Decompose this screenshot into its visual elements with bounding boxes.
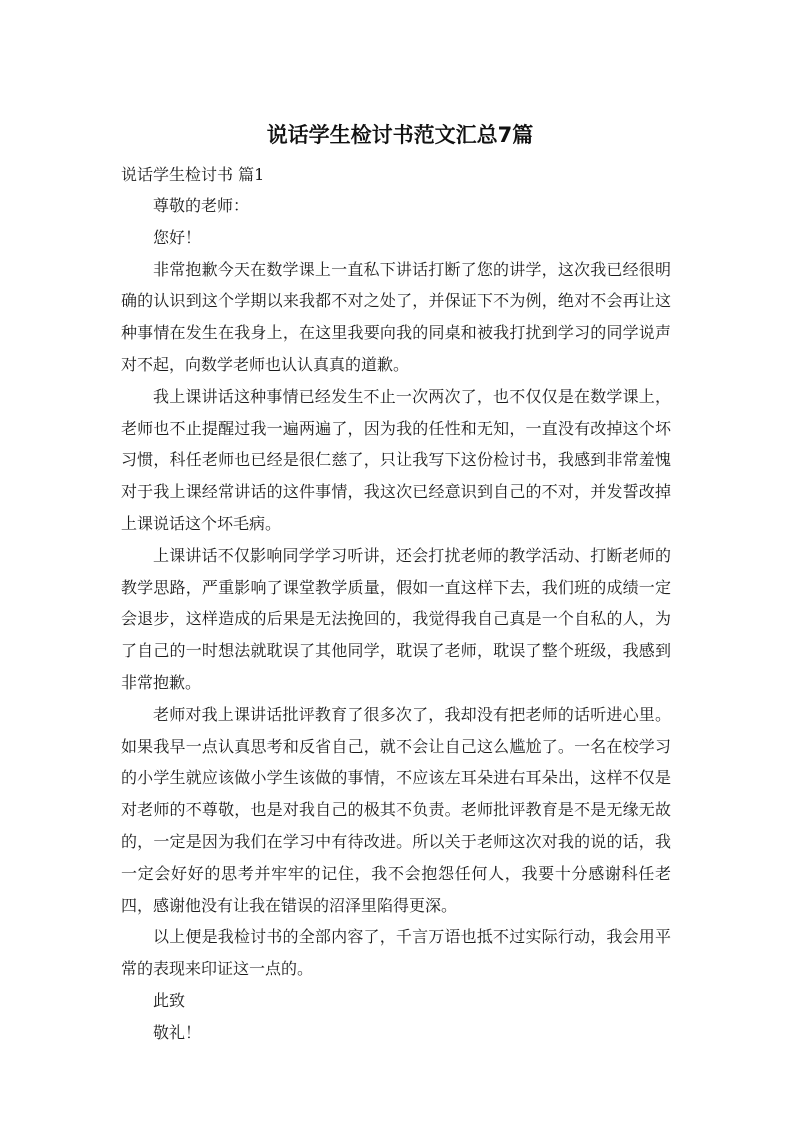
closing-line: 此致 (153, 990, 186, 1010)
section-heading: 说话学生检讨书 篇1 (121, 165, 265, 184)
body-paragraph: 非常抱歉今天在数学课上一直私下讲话打断了您的讲学，这次我已经很明确的认识到这个学期以来我都不对之处了，并保证下不为例，绝对不会再让这种事情在发生在我身上，在这里我要向我的同桌和被我打扰到学习的同学说声对不起，向数学老师也认认真真的道歉。 (121, 259, 671, 374)
body-paragraph: 老师对我上课讲话批评教育了很多次了，我却没有把老师的话听进心里。如果我早一点认真思考和反省自己，就不会让自己这么尴尬了。一名在校学习的小学生就应该做小学生该做的事情，不应该左耳朵进右耳朵出，这样不仅是对老师的不尊敬，也是对我自己的极其不负责。老师批评教育是不是无缘无故的，一定是因为我们在学习中有待改进。所以关于老师这次对我的说的话，我一定会好好的思考并牢牢的记住，我不会抱怨任何人，我要十分感谢科任老四，感谢他没有让我在错误的沼泽里陷得更深。 (121, 704, 671, 915)
body-paragraph: 以上便是我检讨书的全部内容了，千言万语也抵不过实际行动，我会用平常的表现来印证这一点的。 (121, 927, 671, 979)
document-title: 说话学生检讨书范文汇总7篇 (266, 123, 534, 147)
closing-salute: 敬礼！ (153, 1022, 202, 1042)
body-paragraph: 我上课讲话这种事情已经发生不止一次两次了，也不仅仅是在数学课上，老师也不止提醒过我一遍两遍了，因为我的任性和无知，一直没有改掉这个坏习惯，科任老师也已经是很仁慈了，只让我写下这份检讨书，我感到非常羞愧对于我上课经常讲话的这件事情，我这次已经意识到自己的不对，并发誓改掉上课说话这个坏毛病。 (121, 386, 671, 533)
salutation: 尊敬的老师： (153, 196, 250, 215)
body-paragraph: 上课讲话不仅影响同学学习听讲，还会打扰老师的教学活动、打断老师的教学思路，严重影响了课堂教学质量，假如一直这样下去，我们班的成绩一定会退步，这样造成的后果是无法挽回的，我觉得我自己真是一个自私的人，为了自己的一时想法就耽误了其他同学，耽误了老师，耽误了整个班级，我感到非常抱歉。 (121, 545, 671, 692)
document-body (121, 190, 671, 1049)
greeting: 您好！ (153, 227, 202, 247)
